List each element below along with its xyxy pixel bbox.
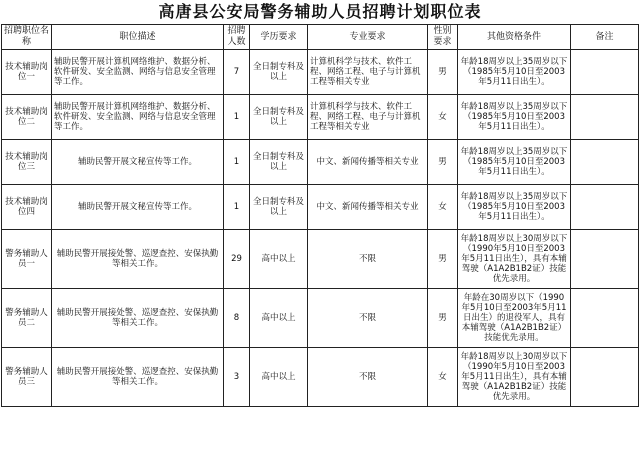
document-title: 高唐县公安局警务辅助人员招聘计划职位表	[158, 2, 482, 21]
cell-education: 全日制专科及以上	[250, 140, 308, 185]
cell-position: 警务辅助人员二	[2, 289, 52, 348]
cell-other: 年龄18周岁以上30周岁以下（1990年5月10日至2003年5月11日出生），具有本辅驾驶（A1A2B1B2证）技能优先录用。	[458, 348, 571, 407]
table-row	[2, 50, 639, 95]
header-description: 职位描述	[52, 25, 224, 50]
positions-table	[1, 24, 639, 407]
cell-remark	[571, 230, 639, 289]
header-count: 招聘人数	[224, 25, 250, 50]
cell-major: 中文、新闻传播等相关专业	[308, 140, 428, 185]
cell-gender: 女	[428, 348, 458, 407]
cell-description: 辅助民警开展接处警、巡逻查控、安保执勤等相关工作。	[52, 348, 224, 407]
cell-position: 警务辅助人员三	[2, 348, 52, 407]
cell-description: 辅助民警开展接处警、巡逻查控、安保执勤等相关工作。	[52, 289, 224, 348]
cell-position: 警务辅助人员一	[2, 230, 52, 289]
header-other: 其他资格条件	[458, 25, 571, 50]
cell-major: 不限	[308, 289, 428, 348]
cell-remark	[571, 140, 639, 185]
cell-gender: 女	[428, 185, 458, 230]
cell-description: 辅助民警开展文秘宣传等工作。	[52, 185, 224, 230]
cell-other: 年龄18周岁以上35周岁以下（1985年5月10日至2003年5月11日出生）。	[458, 50, 571, 95]
cell-gender: 男	[428, 50, 458, 95]
table-row	[2, 185, 639, 230]
cell-other: 年龄18周岁以上35周岁以下（1985年5月10日至2003年5月11日出生）。	[458, 95, 571, 140]
table-row	[2, 348, 639, 407]
cell-major: 不限	[308, 348, 428, 407]
header-row	[2, 25, 639, 50]
cell-gender: 女	[428, 95, 458, 140]
cell-count: 3	[224, 348, 250, 407]
cell-education: 高中以上	[250, 289, 308, 348]
cell-education: 高中以上	[250, 230, 308, 289]
cell-position: 技术辅助岗位三	[2, 140, 52, 185]
cell-education: 高中以上	[250, 348, 308, 407]
cell-other: 年龄在30周岁以下（1990年5月10日至2003年5月11日出生）的退役军人，具有本辅驾驶（A1A2B1B2证）技能优先录用。	[458, 289, 571, 348]
cell-position: 技术辅助岗位四	[2, 185, 52, 230]
cell-gender: 男	[428, 289, 458, 348]
cell-other: 年龄18周岁以上35周岁以下（1985年5月10日至2003年5月11日出生）。	[458, 140, 571, 185]
header-major: 专业要求	[308, 25, 428, 50]
cell-description: 辅助民警开展文秘宣传等工作。	[52, 140, 224, 185]
cell-major: 计算机科学与技术、软件工程、网络工程、电子与计算机工程等相关专业	[308, 50, 428, 95]
cell-other: 年龄18周岁以上35周岁以下（1985年5月10日至2003年5月11日出生）。	[458, 185, 571, 230]
cell-major: 计算机科学与技术、软件工程、网络工程、电子与计算机工程等相关专业	[308, 95, 428, 140]
table-row	[2, 289, 639, 348]
table-row	[2, 140, 639, 185]
header-gender: 性别要求	[428, 25, 458, 50]
cell-count: 7	[224, 50, 250, 95]
cell-description: 辅助民警开展计算机网络维护、数据分析、软件研发、安全监测、网络与信息安全管理等工作。	[52, 95, 224, 140]
cell-position: 技术辅助岗位二	[2, 95, 52, 140]
cell-count: 8	[224, 289, 250, 348]
cell-major: 不限	[308, 230, 428, 289]
cell-count: 1	[224, 95, 250, 140]
cell-count: 29	[224, 230, 250, 289]
header-education: 学历要求	[250, 25, 308, 50]
cell-gender: 男	[428, 230, 458, 289]
cell-remark	[571, 348, 639, 407]
cell-count: 1	[224, 140, 250, 185]
cell-other: 年龄18周岁以上30周岁以下（1990年5月10日至2003年5月11日出生），具有本辅驾驶（A1A2B1B2证）技能优先录用。	[458, 230, 571, 289]
cell-position: 技术辅助岗位一	[2, 50, 52, 95]
cell-remark	[571, 185, 639, 230]
table-row	[2, 230, 639, 289]
header-position: 招聘职位名称	[2, 25, 52, 50]
cell-description: 辅助民警开展计算机网络维护、数据分析、软件研发、安全监测、网络与信息安全管理等工作。	[52, 50, 224, 95]
cell-description: 辅助民警开展接处警、巡逻查控、安保执勤等相关工作。	[52, 230, 224, 289]
cell-remark	[571, 50, 639, 95]
cell-count: 1	[224, 185, 250, 230]
cell-major: 中文、新闻传播等相关专业	[308, 185, 428, 230]
header-remark: 备注	[571, 25, 639, 50]
cell-education: 全日制专科及以上	[250, 50, 308, 95]
cell-remark	[571, 289, 639, 348]
cell-remark	[571, 95, 639, 140]
cell-education: 全日制专科及以上	[250, 95, 308, 140]
table-row	[2, 95, 639, 140]
cell-gender: 男	[428, 140, 458, 185]
cell-education: 全日制专科及以上	[250, 185, 308, 230]
